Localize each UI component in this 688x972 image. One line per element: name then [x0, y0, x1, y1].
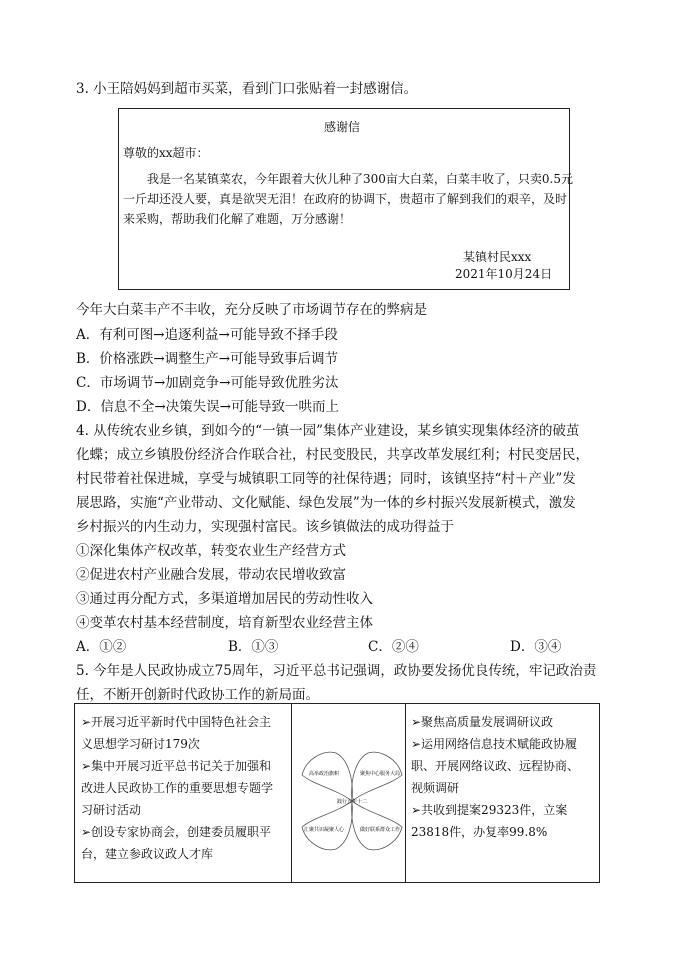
petal-label: 高举政治旗帜: [308, 771, 340, 777]
left-line: ➢开展习近平新时代中国特色社会主: [81, 715, 272, 729]
q5-stem-line: 任，不断开创新时代政协工作的新局面。: [76, 687, 319, 703]
letter-body-line: 来采购，帮助我们化解了难题，万分感谢！: [123, 212, 352, 226]
right-line: 视频调研: [411, 781, 460, 795]
petal-label: 汇聚共识凝聚人心: [303, 827, 345, 833]
left-line: 台，建立参政议政人才库: [81, 847, 214, 861]
right-line: ➢共收到提案29323件，立案: [411, 803, 568, 817]
petal-label: 做好联系群众工作: [359, 827, 401, 833]
q3-stem: 3. 小王陪妈妈到超市买菜，看到门口张贴着一封感谢信。: [76, 81, 418, 97]
letter-date: 2021年10月24日: [455, 267, 553, 281]
left-line: 习研讨活动: [81, 803, 142, 817]
q3-option-d: D．信息不全→决策失误→可能导致一哄而上: [76, 399, 339, 415]
left-line: ➢集中开展习近平总书记关于加强和: [81, 759, 272, 773]
right-line: ➢聚焦高质量发展调研议政: [411, 715, 554, 729]
left-line: ➢创设专家协商会，创建委员履职平: [81, 825, 272, 839]
left-line: 义思想学习研讨179次: [81, 737, 200, 751]
q4-stem-line: 村民带着社保进城，享受与城镇职工同等的社保待遇；同时，该镇坚持“村＋产业”发: [76, 471, 576, 487]
q4-stem-line: 化蝶；成立乡镇股份经济合作联合社，村民变股民，共享改革发展红利；村民变居民，: [76, 447, 589, 463]
q4-item-3: ③通过再分配方式，多渠道增加居民的劳动性收入: [76, 591, 373, 607]
q4-stem-line: 4. 从传统农业乡镇，到如今的“一镇一园”集体产业建设，某乡镇实现集体经济的破茧: [76, 423, 580, 439]
right-line: 职、开展网络议政、远程协商、: [411, 759, 580, 773]
thank-you-letter: [118, 108, 573, 290]
letter-signature: 某镇村民xxx: [463, 250, 532, 264]
left-line: 改进人民政协工作的重要思想专题学: [81, 781, 274, 795]
q3-option-a: A．有利可图→追逐利益→可能导致不择手段: [76, 327, 338, 343]
letter-body-line: 我是一名某镇菜农，今年跟着大伙儿种了300亩大白菜，白菜丰收了，只卖0.5元: [147, 172, 573, 186]
petal-bottom-left: [302, 801, 352, 850]
q5-stem-line: 5. 今年是人民政协成立75周年，习近平总书记强调，政协要发扬优良传统，牢记政治责: [76, 663, 597, 679]
q4-item-1: ①深化集体产权改革，转变农业生产经营方式: [76, 543, 346, 559]
q4-choice-d: D．③④: [510, 639, 562, 655]
petal-diagram: [296, 745, 408, 857]
q3-question: 今年大白菜丰产不丰收，充分反映了市场调节存在的弊病是: [76, 302, 427, 318]
q4-stem-line: 展思路，实施“产业带动、文化赋能、绿色发展”为一体的乡村振兴发展新模式，激发: [76, 495, 576, 511]
q4-choice-b: B．①③: [228, 639, 279, 655]
q4-stem-line: 乡村振兴的内生动力，实现强村富民。该乡镇做法的成功得益于: [76, 519, 454, 535]
q4-item-4: ④变革农村基本经营制度，培育新型农业经营主体: [76, 615, 373, 631]
q4-item-2: ②促进农村产业融合发展，带动农民增收致富: [76, 567, 346, 583]
letter-greeting: 尊敬的xx超市：: [123, 146, 209, 160]
q4-choice-a: A．①②: [76, 639, 127, 655]
diagram-center: 践行五年十二: [336, 799, 368, 805]
right-line: 23818件，办复率99.8%: [411, 825, 548, 839]
petal-bottom-right: [352, 801, 402, 850]
q3-option-b: B．价格涨跌→调整生产→可能导致事后调节: [76, 351, 339, 367]
letter-body-line: 一斤却还没人要，真是欲哭无泪！在政府的协调下，贵超市了解到我们的艰辛，及时: [123, 192, 568, 206]
letter-title: 感谢信: [324, 120, 361, 134]
q3-option-c: C．市场调节→加剧竞争→可能导致优胜劣汰: [76, 375, 339, 391]
petal-label: 聚焦中心服务大局: [359, 771, 401, 777]
right-line: ➢运用网络信息技术赋能政协履: [411, 737, 578, 751]
q4-choice-c: C．②④: [368, 639, 419, 655]
